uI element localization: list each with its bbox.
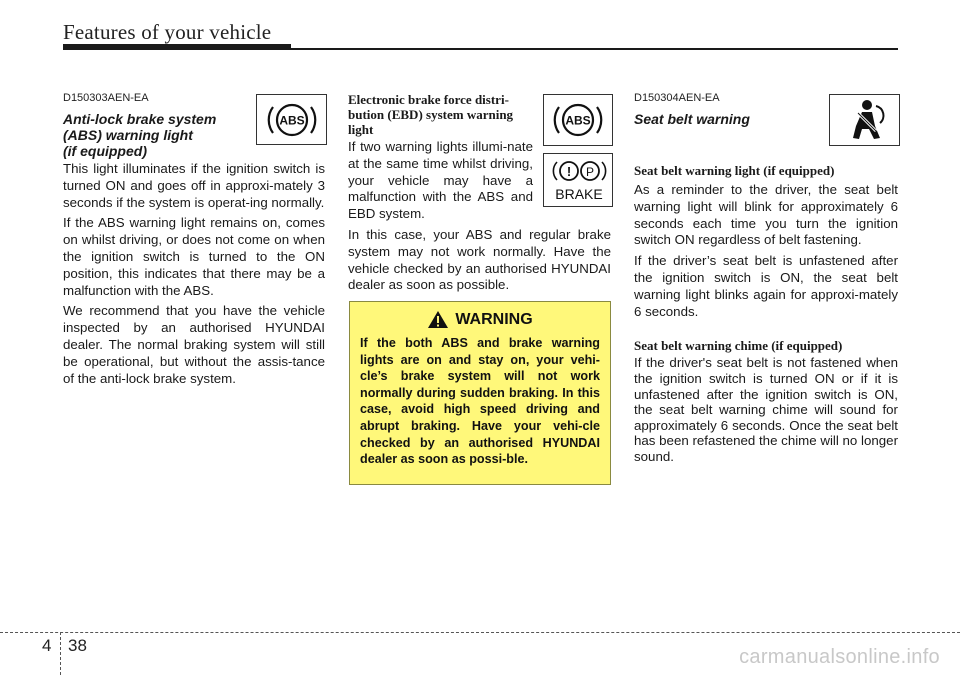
- chapter-number: 4: [42, 636, 52, 655]
- watermark: carmanualsonline.info: [739, 646, 940, 668]
- heading-line: light: [348, 122, 374, 137]
- page-header-title: Features of your vehicle: [63, 20, 272, 44]
- warning-title: [360, 310, 600, 329]
- warning-title-text: WARNING: [455, 310, 533, 328]
- section-code: D150304AEN-EA: [634, 92, 720, 104]
- heading-line: (ABS) warning light: [63, 127, 193, 143]
- paragraph: We recommend that you have the vehicle inspected by an authorised HYUNDAI dealer. The normal braking system will still be operational, but without the assis-tance of the anti-lock brake system.: [63, 303, 325, 386]
- heading-line: Anti-lock brake system: [63, 111, 217, 127]
- subheading: Seat belt warning light (if equipped): [634, 163, 835, 178]
- paragraph: This light illuminates if the ignition switch is turned ON and goes off in approxi-mately 3 seconds if the system is operat-ing normally.: [63, 161, 325, 210]
- svg-text:!: !: [566, 164, 572, 179]
- brake-icon: [546, 156, 610, 204]
- svg-text:ABS: ABS: [278, 113, 305, 127]
- subheading: Seat belt warning chime (if equipped): [634, 338, 843, 354]
- svg-text:ABS: ABS: [565, 113, 591, 128]
- seatbelt-icon: [840, 98, 890, 142]
- heading-line: bution (EBD) system warning: [348, 107, 514, 122]
- paragraph: If two warning lights illumi-nate at the same time whilst driving, your vehicle may have a malfunction with the ABS and EBD system.: [348, 139, 533, 222]
- warning-triangle-icon: [427, 310, 449, 329]
- header-rule-thin: [291, 48, 898, 50]
- footer-rule: [0, 632, 960, 633]
- paragraph: If the ABS warning light remains on, comes on whilst driving, or does not come on when the ignition switch is turned to the ON position, this indicates that there may be a malfunction with the ABS.: [63, 215, 325, 298]
- svg-text:P: P: [585, 165, 595, 179]
- column-seatbelt: [634, 92, 898, 469]
- section-heading: Seat belt warning: [634, 111, 750, 127]
- paragraph: In this case, your ABS and regular brake system may not work normally. Have the vehicle checked by an authorised HYUNDAI dealer as soon as possible.: [348, 226, 611, 293]
- abs-warning-icon: [256, 94, 327, 145]
- abs-icon: [262, 99, 322, 141]
- header-rule-thick: [63, 44, 291, 50]
- paragraph: If the driver’s seat belt is unfastened after the ignition switch is ON, the seat belt warning light blinks again for approxi-mately 6 seconds.: [634, 253, 898, 319]
- section-heading: [348, 92, 533, 137]
- heading-line: (if equipped): [63, 143, 147, 159]
- section-code: D150303AEN-EA: [63, 92, 149, 104]
- warning-box: [349, 301, 611, 485]
- footer-divider: [60, 632, 61, 675]
- abs-warning-icon: [543, 94, 613, 146]
- warning-text: If the both ABS and brake warning lights are on and stay on, your vehi-cle’s brake system will not work normally during sudden braking. In this case, avoid high speed driving and abrupt braking. Have your vehi-cle checked by an authorised HYUNDAI dealer as soon as possi-ble.: [360, 336, 600, 467]
- brake-warning-icon: [543, 153, 613, 207]
- abs-icon: [548, 99, 608, 141]
- paragraph: If the driver's seat belt is not fastened when the ignition switch is turned ON or if it is unfastened after the ignition switch is ON, the seat belt warning chime will sound for approximately 6 seconds. Once the seat belt has been refastened the chime will no longer sound.: [634, 355, 898, 464]
- svg-text:BRAKE: BRAKE: [555, 186, 603, 202]
- heading-line: Electronic brake force distri-: [348, 92, 509, 107]
- paragraph: As a reminder to the driver, the seat belt warning light will blink for approximately 6 seconds each time you turn the ignition switch ON regardless of belt fastening.: [634, 182, 898, 248]
- page-number: 38: [68, 636, 87, 655]
- seatbelt-warning-icon: [829, 94, 900, 146]
